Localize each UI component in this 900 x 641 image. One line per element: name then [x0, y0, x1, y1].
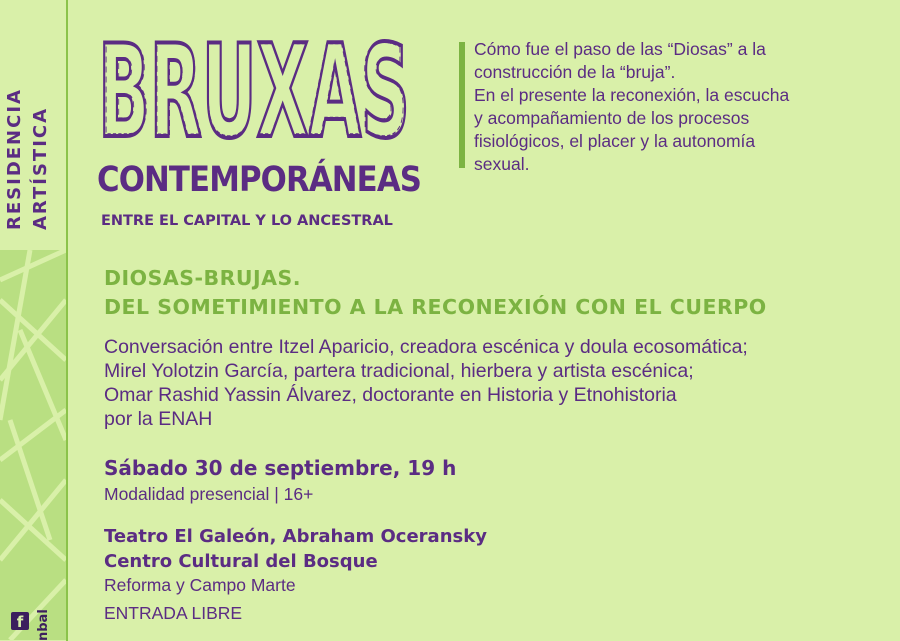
social-handle[interactable]: nbal [36, 609, 51, 641]
description-line: Omar Rashid Yassin Álvarez, doctorante en Historia y Etnohistoria [104, 384, 677, 406]
venue-address: Reforma y Campo Marte [104, 575, 296, 595]
event-title [104, 264, 767, 322]
description-line: Mirel Yolotzin García, partera tradicional, hierbera y artista escénica; [104, 360, 694, 382]
residency-line-2: ARTÍSTICA [30, 106, 51, 230]
event-date: Sábado 30 de septiembre, 19 h [104, 456, 457, 480]
quote-accent-bar [459, 42, 465, 168]
event-title-line: DIOSAS-BRUJAS. [104, 266, 302, 290]
event-modality: Modalidad presencial | 16+ [104, 484, 314, 504]
logo-title: BRUXAS [98, 24, 410, 150]
venue-name: Teatro El Galeón, Abraham Oceransky [104, 526, 487, 547]
sidebar-strip [0, 0, 68, 641]
intro-line: sexual. [474, 154, 530, 174]
venue-center: Centro Cultural del Bosque [104, 551, 378, 572]
residency-line-1: RESIDENCIA [4, 88, 25, 230]
logo-subtitle: CONTEMPORÁNEAS [97, 160, 422, 200]
event-title-line: DEL SOMETIMIENTO A LA RECONEXIÓN CON EL CUERPO [104, 295, 767, 319]
logo-tagline: ENTRE EL CAPITAL Y LO ANCESTRAL [101, 213, 393, 229]
intro-line: fisiológicos, el placer y la autonomía [474, 131, 756, 151]
intro-line: Cómo fue el paso de las “Diosas” a la [474, 39, 766, 59]
entry-info: ENTRADA LIBRE [104, 603, 243, 623]
description-line: por la ENAH [104, 408, 213, 430]
event-description [104, 335, 748, 431]
intro-line: y acompañamiento de los procesos [474, 108, 750, 128]
facebook-icon[interactable]: f [11, 612, 29, 630]
intro-line: En el presente la reconexión, la escucha [474, 85, 790, 105]
intro-line: construcción de la “bruja”. [474, 62, 676, 82]
svg-text:BRUXAS: BRUXAS [100, 24, 408, 150]
bruxas-logo [96, 24, 416, 150]
intro-text [474, 38, 884, 176]
description-line: Conversación entre Itzel Aparicio, creadora escénica y doula ecosomática; [104, 336, 748, 358]
residency-label [2, 88, 51, 230]
